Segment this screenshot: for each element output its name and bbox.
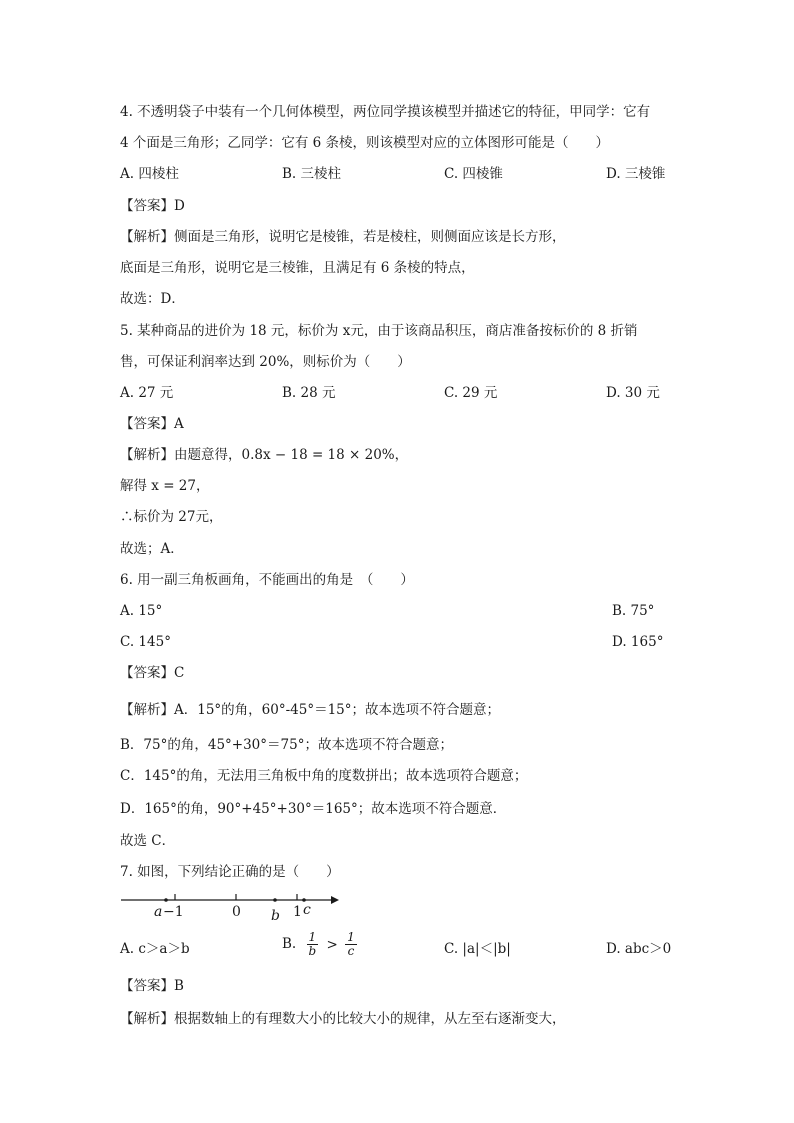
q5-option-d: D. 30 元 bbox=[606, 385, 660, 401]
q4-stem-line-2: 4 个面是三角形；乙同学：它有 6 条棱，则该模型对应的立体图形可能是（ ） bbox=[120, 135, 610, 151]
q4-stem-line-1: 4. 不透明袋子中装有一个几何体模型，两位同学摸该模型并描述它的特征，甲同学：它有 bbox=[120, 104, 651, 120]
q7-option-b-label: B. bbox=[282, 936, 297, 952]
number-line-arrow-icon bbox=[331, 896, 339, 904]
q7-option-d: D. abc＞0 bbox=[606, 941, 672, 957]
q4-answer: 【答案】D bbox=[120, 198, 185, 214]
q6-option-c: C. 145° bbox=[120, 634, 171, 650]
q7-stem: 7. 如图，下列结论正确的是（ ） bbox=[120, 864, 340, 880]
label-minus-one: −1 bbox=[163, 904, 184, 920]
number-line-figure bbox=[115, 888, 347, 924]
q7-analysis-line-1: 【解析】根据数轴上的有理数大小的比较大小的规律，从左至右逐渐变大， bbox=[120, 1011, 566, 1027]
q5-option-a: A. 27 元 bbox=[120, 385, 174, 401]
label-zero: 0 bbox=[232, 904, 241, 920]
fraction-denominator: b bbox=[308, 944, 317, 958]
q6-analysis-line-5: 故选 C． bbox=[120, 833, 176, 849]
q4-analysis-line-3: 故选：D． bbox=[120, 291, 185, 307]
q6-option-b: B. 75° bbox=[612, 603, 655, 619]
greater-than-sign: > bbox=[326, 936, 338, 953]
q5-stem-line-1: 5. 某种商品的进价为 18 元，标价为 x元，由于该商品积压，商店准备按标价的 8 折销 bbox=[120, 323, 638, 339]
q6-analysis-line-2: B．75°的角，45°+30°＝75°；故本选项不符合题意； bbox=[120, 737, 453, 753]
q5-option-c: C. 29 元 bbox=[444, 385, 498, 401]
fraction-numerator: 1 bbox=[347, 930, 355, 944]
label-a: a bbox=[154, 904, 163, 920]
q7-option-a: A. c＞a＞b bbox=[120, 941, 190, 957]
q6-analysis-line-3: C．145°的角，无法用三角板中角的度数拼出；故本选项符合题意； bbox=[120, 768, 528, 784]
q6-option-a: A. 15° bbox=[120, 603, 163, 619]
q6-analysis-line-1: 【解析】A．15°的角，60°-45°＝15°；故本选项不符合题意； bbox=[120, 702, 501, 718]
q5-answer: 【答案】A bbox=[120, 416, 184, 432]
q5-analysis-line-1: 【解析】由题意得，0.8x − 18 = 18 × 20%， bbox=[120, 447, 409, 463]
fraction-one-over-b bbox=[307, 931, 319, 958]
q6-stem: 6. 用一副三角板画角，不能画出的角是 （ ） bbox=[120, 572, 414, 588]
q4-option-d: D. 三棱锥 bbox=[606, 166, 666, 182]
q7-option-b bbox=[282, 931, 361, 958]
fraction-denominator: c bbox=[347, 944, 355, 958]
q4-option-c: C. 四棱锥 bbox=[444, 166, 503, 182]
label-one: 1 bbox=[293, 904, 302, 920]
q6-option-d: D. 165° bbox=[612, 634, 664, 650]
q5-analysis-line-2: 解得 x = 27， bbox=[120, 478, 210, 494]
fraction-one-over-c bbox=[345, 931, 357, 958]
fraction-numerator: 1 bbox=[308, 930, 317, 944]
q4-analysis-line-2: 底面是三角形，说明它是三棱锥，且满足有 6 条棱的特点， bbox=[120, 260, 475, 276]
q5-analysis-line-3: ∴标价为 27元， bbox=[120, 509, 223, 525]
label-c: c bbox=[303, 902, 311, 918]
q4-option-a: A. 四棱柱 bbox=[120, 166, 179, 182]
q5-analysis-line-4: 故选；A． bbox=[120, 541, 184, 557]
label-b: b bbox=[271, 908, 280, 924]
q4-option-b: B. 三棱柱 bbox=[282, 166, 342, 182]
point-a bbox=[164, 898, 168, 902]
q4-analysis-line-1: 【解析】侧面是三角形，说明它是棱锥，若是棱柱，则侧面应该是长方形， bbox=[120, 229, 566, 245]
point-b bbox=[273, 898, 277, 902]
q7-option-c: C. |a|＜|b| bbox=[444, 941, 511, 957]
q5-option-b: B. 28 元 bbox=[282, 385, 336, 401]
q5-stem-line-2: 售，可保证利润率达到 20%，则标价为（ ） bbox=[120, 354, 411, 370]
q6-answer: 【答案】C bbox=[120, 665, 185, 681]
q7-answer: 【答案】B bbox=[120, 978, 184, 994]
q6-analysis-line-4: D．165°的角，90°+45°+30°＝165°；故本选项不符合题意． bbox=[120, 801, 507, 817]
